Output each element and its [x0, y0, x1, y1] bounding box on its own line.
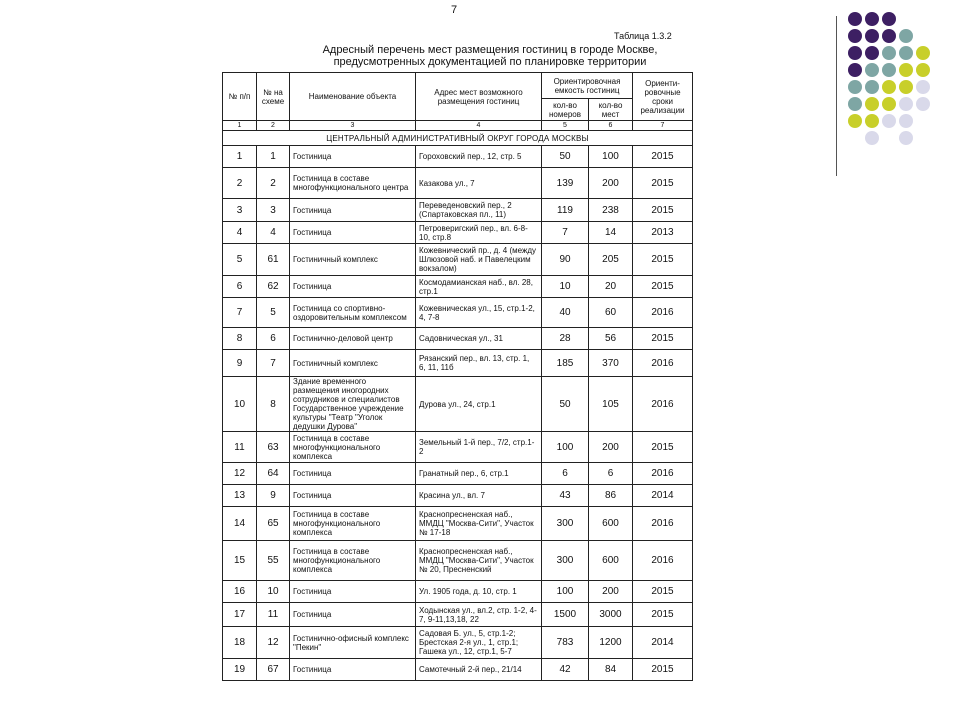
row-object-name: Здание временного размещения иногородних сотрудников и специалистов Государственное учреждение культуры "Театр "Уголок дедушки Дурова" [290, 377, 416, 432]
row-rooms: 100 [542, 581, 589, 603]
row-address: Дурова ул., 24, стр.1 [416, 377, 542, 432]
row-places: 238 [589, 199, 633, 222]
decorative-dot [882, 97, 896, 111]
decorative-dot [882, 63, 896, 77]
row-object-name: Гостиница со спортивно-оздоровительным комплексом [290, 298, 416, 328]
decorative-dot [865, 29, 879, 43]
decorative-dot [848, 80, 862, 94]
document-title [270, 44, 710, 68]
header-address: Адрес мест возможного размещения гостиниц [416, 73, 542, 121]
decorative-dot [865, 12, 879, 26]
table-row [223, 432, 693, 463]
row-address: Космодамианская наб., вл. 28, стр.1 [416, 276, 542, 298]
decorative-dot [848, 29, 862, 43]
row-rooms: 90 [542, 244, 589, 276]
row-object-name: Гостиница [290, 222, 416, 244]
row-places: 105 [589, 377, 633, 432]
row-places: 86 [589, 485, 633, 507]
table-row [223, 244, 693, 276]
column-number: 7 [633, 121, 693, 131]
decorative-dot [865, 46, 879, 60]
row-places: 3000 [589, 603, 633, 627]
row-places: 6 [589, 463, 633, 485]
district-row [223, 131, 693, 146]
table-row [223, 276, 693, 298]
table-row [223, 485, 693, 507]
row-scheme-number: 7 [257, 350, 290, 377]
row-scheme-number: 5 [257, 298, 290, 328]
row-object-name: Гостиничный комплекс [290, 244, 416, 276]
row-address: Краснопресненская наб., ММДЦ "Москва-Сити", Участок № 17-18 [416, 507, 542, 541]
row-places: 200 [589, 581, 633, 603]
row-scheme-number: 67 [257, 659, 290, 681]
row-year: 2013 [633, 222, 693, 244]
column-number: 4 [416, 121, 542, 131]
decorative-dot [916, 80, 930, 94]
row-rooms: 7 [542, 222, 589, 244]
column-number: 1 [223, 121, 257, 131]
row-places: 200 [589, 432, 633, 463]
row-object-name: Гостинично-офисный комплекс "Пекин" [290, 627, 416, 659]
row-year: 2016 [633, 463, 693, 485]
row-places: 100 [589, 146, 633, 168]
row-object-name: Гостиница в составе многофункционального комплекса [290, 541, 416, 581]
row-scheme-number: 3 [257, 199, 290, 222]
row-number: 14 [223, 507, 257, 541]
table-body [223, 146, 693, 681]
row-object-name: Гостиница в составе многофункционального центра [290, 168, 416, 199]
row-number: 6 [223, 276, 257, 298]
district-heading: ЦЕНТРАЛЬНЫЙ АДМИНИСТРАТИВНЫЙ ОКРУГ ГОРОДА МОСКВЫ [223, 131, 693, 146]
row-places: 600 [589, 507, 633, 541]
row-places: 84 [589, 659, 633, 681]
decorative-dot [865, 63, 879, 77]
decorative-dot [848, 46, 862, 60]
table-row [223, 199, 693, 222]
row-address: Казакова ул., 7 [416, 168, 542, 199]
row-number: 4 [223, 222, 257, 244]
row-scheme-number: 9 [257, 485, 290, 507]
row-number: 11 [223, 432, 257, 463]
table-row [223, 541, 693, 581]
decorative-dot [899, 29, 913, 43]
row-object-name: Гостиница [290, 485, 416, 507]
row-rooms: 40 [542, 298, 589, 328]
row-year: 2016 [633, 298, 693, 328]
row-rooms: 50 [542, 146, 589, 168]
header-scheme: № на схеме [257, 73, 290, 121]
row-address: Садовая Б. ул., 5, стр.1-2; Брестская 2-я ул., 1, стр.1; Гашека ул., 12, стр.1, 5-7 [416, 627, 542, 659]
row-rooms: 10 [542, 276, 589, 298]
decorative-dot [899, 63, 913, 77]
row-address: Ул. 1905 года, д. 10, стр. 1 [416, 581, 542, 603]
row-scheme-number: 8 [257, 377, 290, 432]
decorative-dot [865, 80, 879, 94]
row-scheme-number: 10 [257, 581, 290, 603]
row-places: 1200 [589, 627, 633, 659]
row-address: Земельный 1-й пер., 7/2, стр.1-2 [416, 432, 542, 463]
row-rooms: 119 [542, 199, 589, 222]
decorative-dot [916, 97, 930, 111]
row-year: 2015 [633, 168, 693, 199]
decorative-dot [899, 46, 913, 60]
hotel-table-container [222, 72, 692, 681]
row-address: Переведеновский пер., 2 (Спартаковская пл., 11) [416, 199, 542, 222]
title-line-1: Адресный перечень мест размещения гостиниц в городе Москве, [322, 44, 658, 56]
table-row [223, 659, 693, 681]
row-address: Петроверигский пер., вл. 6-8-10, стр.8 [416, 222, 542, 244]
row-places: 56 [589, 328, 633, 350]
column-number-row [223, 121, 693, 131]
decorative-dot [882, 46, 896, 60]
column-number: 6 [589, 121, 633, 131]
header-places: кол-во мест [589, 99, 633, 121]
row-rooms: 139 [542, 168, 589, 199]
row-year: 2015 [633, 276, 693, 298]
row-places: 600 [589, 541, 633, 581]
header-name: Наименование объекта [290, 73, 416, 121]
row-scheme-number: 64 [257, 463, 290, 485]
decorative-dot [916, 63, 930, 77]
row-places: 205 [589, 244, 633, 276]
row-object-name: Гостиница [290, 659, 416, 681]
table-row [223, 328, 693, 350]
row-year: 2015 [633, 199, 693, 222]
row-rooms: 6 [542, 463, 589, 485]
row-address: Садовническая ул., 31 [416, 328, 542, 350]
row-year: 2014 [633, 485, 693, 507]
header-capacity: Ориентировочная емкость гостиниц [542, 73, 633, 99]
row-number: 13 [223, 485, 257, 507]
row-object-name: Гостиница [290, 581, 416, 603]
row-scheme-number: 61 [257, 244, 290, 276]
header-rooms: кол-во номеров [542, 99, 589, 121]
row-scheme-number: 6 [257, 328, 290, 350]
decorative-dot [882, 29, 896, 43]
table-row [223, 581, 693, 603]
row-rooms: 100 [542, 432, 589, 463]
row-number: 1 [223, 146, 257, 168]
row-rooms: 300 [542, 507, 589, 541]
row-scheme-number: 62 [257, 276, 290, 298]
table-row [223, 507, 693, 541]
row-scheme-number: 65 [257, 507, 290, 541]
row-rooms: 1500 [542, 603, 589, 627]
row-year: 2016 [633, 507, 693, 541]
decorative-dot [848, 114, 862, 128]
row-object-name: Гостиница в составе многофункционального комплекса [290, 432, 416, 463]
table-row [223, 377, 693, 432]
divider-line [836, 16, 837, 176]
row-object-name: Гостиница [290, 199, 416, 222]
row-address: Гороховский пер., 12, стр. 5 [416, 146, 542, 168]
header-num: № п/п [223, 73, 257, 121]
row-address: Ходынская ул., вл.2, стр. 1-2, 4-7, 9-11,13,18, 22 [416, 603, 542, 627]
decorative-dot [899, 131, 913, 145]
row-year: 2015 [633, 244, 693, 276]
row-object-name: Гостиница [290, 463, 416, 485]
row-scheme-number: 55 [257, 541, 290, 581]
table-row [223, 627, 693, 659]
row-scheme-number: 1 [257, 146, 290, 168]
row-number: 17 [223, 603, 257, 627]
header-term: Ориенти-ровочные сроки реализации [633, 73, 693, 121]
row-number: 15 [223, 541, 257, 581]
column-number: 3 [290, 121, 416, 131]
row-places: 370 [589, 350, 633, 377]
decorative-dot [882, 80, 896, 94]
table-id: Таблица 1.3.2 [614, 31, 672, 41]
row-object-name: Гостиница [290, 146, 416, 168]
decorative-dot [882, 12, 896, 26]
row-year: 2016 [633, 350, 693, 377]
row-address: Самотечный 2-й пер., 21/14 [416, 659, 542, 681]
row-address: Кожевническая ул., 15, стр.1-2, 4, 7-8 [416, 298, 542, 328]
row-rooms: 783 [542, 627, 589, 659]
decorative-dot [848, 12, 862, 26]
row-rooms: 50 [542, 377, 589, 432]
row-number: 7 [223, 298, 257, 328]
decorative-dot [865, 97, 879, 111]
row-year: 2016 [633, 377, 693, 432]
page-number: 7 [451, 4, 458, 16]
table-row [223, 603, 693, 627]
row-year: 2015 [633, 432, 693, 463]
row-scheme-number: 2 [257, 168, 290, 199]
row-rooms: 42 [542, 659, 589, 681]
decorative-dot [865, 131, 879, 145]
row-number: 16 [223, 581, 257, 603]
row-object-name: Гостиница в составе многофункционального комплекса [290, 507, 416, 541]
row-year: 2015 [633, 328, 693, 350]
table-row [223, 146, 693, 168]
row-address: Рязанский пер., вл. 13, стр. 1, 6, 11, 11б [416, 350, 542, 377]
row-address: Краснопресненская наб., ММДЦ "Москва-Сити", Участок № 20, Пресненский [416, 541, 542, 581]
row-places: 14 [589, 222, 633, 244]
table-row [223, 298, 693, 328]
row-year: 2015 [633, 146, 693, 168]
row-places: 20 [589, 276, 633, 298]
row-number: 8 [223, 328, 257, 350]
hotel-table [222, 72, 693, 681]
row-year: 2014 [633, 627, 693, 659]
row-number: 10 [223, 377, 257, 432]
row-year: 2015 [633, 659, 693, 681]
row-rooms: 43 [542, 485, 589, 507]
row-scheme-number: 11 [257, 603, 290, 627]
decorative-dot-grid [848, 12, 938, 162]
row-address: Кожевнический пр., д. 4 (между Шлюзовой наб. и Павелецким вокзалом) [416, 244, 542, 276]
row-rooms: 28 [542, 328, 589, 350]
decorative-dot [848, 97, 862, 111]
row-year: 2015 [633, 603, 693, 627]
decorative-dot [865, 114, 879, 128]
row-number: 2 [223, 168, 257, 199]
row-rooms: 185 [542, 350, 589, 377]
row-scheme-number: 63 [257, 432, 290, 463]
row-number: 18 [223, 627, 257, 659]
row-number: 19 [223, 659, 257, 681]
row-object-name: Гостинично-деловой центр [290, 328, 416, 350]
row-address: Красина ул., вл. 7 [416, 485, 542, 507]
row-year: 2016 [633, 541, 693, 581]
decorative-dot [899, 114, 913, 128]
row-object-name: Гостиничный комплекс [290, 350, 416, 377]
row-places: 60 [589, 298, 633, 328]
table-row [223, 222, 693, 244]
row-scheme-number: 4 [257, 222, 290, 244]
table-row [223, 168, 693, 199]
column-number: 5 [542, 121, 589, 131]
row-year: 2015 [633, 581, 693, 603]
row-address: Гранатный пер., 6, стр.1 [416, 463, 542, 485]
table-row [223, 463, 693, 485]
row-scheme-number: 12 [257, 627, 290, 659]
row-number: 5 [223, 244, 257, 276]
row-number: 3 [223, 199, 257, 222]
table-row [223, 350, 693, 377]
decorative-dot [899, 97, 913, 111]
row-places: 200 [589, 168, 633, 199]
row-number: 9 [223, 350, 257, 377]
row-rooms: 300 [542, 541, 589, 581]
column-number: 2 [257, 121, 290, 131]
decorative-dot [848, 63, 862, 77]
table-header [223, 73, 693, 146]
row-object-name: Гостиница [290, 603, 416, 627]
decorative-dot [899, 80, 913, 94]
row-object-name: Гостиница [290, 276, 416, 298]
title-line-2: предусмотренных документацией по планировке территории [333, 56, 647, 68]
row-number: 12 [223, 463, 257, 485]
decorative-dot [916, 46, 930, 60]
decorative-dot [882, 114, 896, 128]
